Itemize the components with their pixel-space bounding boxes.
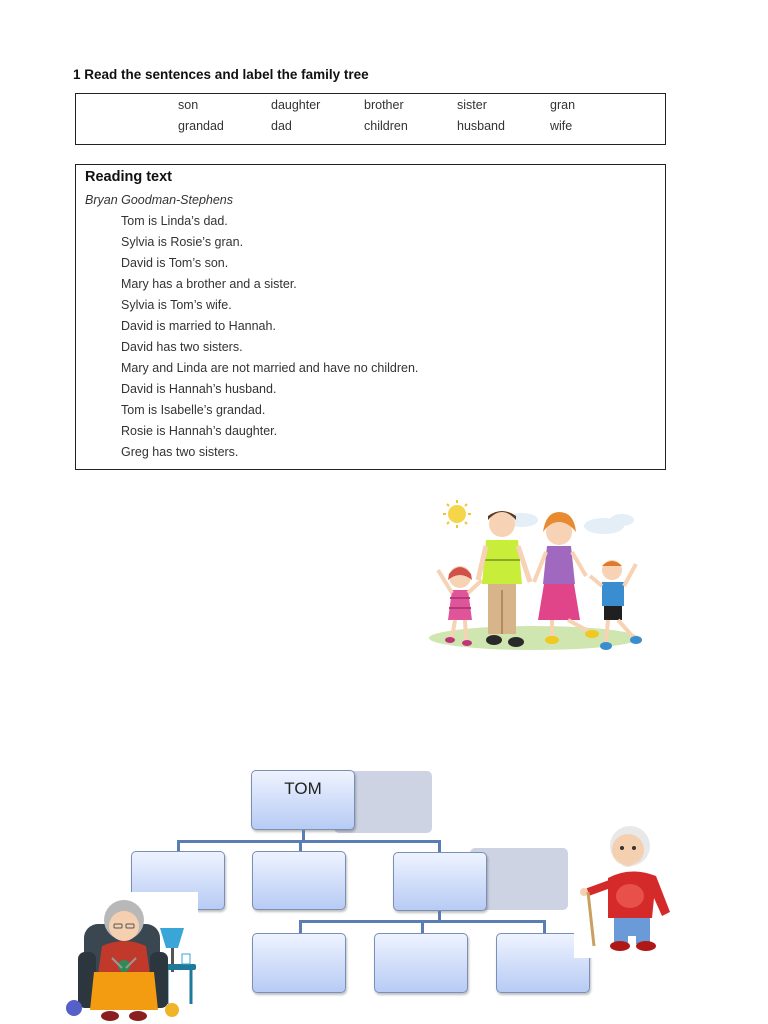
tree-node-label: TOM (284, 779, 322, 798)
tree-connector (177, 840, 441, 843)
word-bank-item: grandad (178, 119, 224, 133)
word-bank-item: wife (550, 119, 573, 133)
reading-text-box (75, 164, 666, 470)
word-bank (75, 93, 666, 145)
word-bank-item: husband (457, 119, 505, 133)
family-illustration (422, 498, 646, 658)
word-bank-item: sister (457, 98, 487, 112)
tree-node-grandchild-1[interactable] (252, 933, 346, 993)
word-bank-item: daughter (271, 98, 321, 112)
tree-node-child-2[interactable] (252, 851, 346, 910)
grandfather-illustration (574, 818, 686, 958)
tree-connector (543, 920, 546, 934)
word-bank-item: gran (550, 98, 576, 112)
reading-sentence: Greg has two sisters. (121, 445, 239, 459)
grandmother-illustration (64, 892, 198, 1022)
reading-sentence: David has two sisters. (121, 340, 243, 354)
word-bank-item: dad (271, 119, 292, 133)
reading-sentence: David is married to Hannah. (121, 319, 276, 333)
tree-node-child-3[interactable] (393, 852, 487, 911)
reading-sentence: David is Tom’s son. (121, 256, 229, 270)
reading-sentence: Mary and Linda are not married and have no children. (121, 361, 419, 375)
reading-sentence: Tom is Isabelle’s grandad. (121, 403, 266, 417)
reading-sentence: Rosie is Hannah’s daughter. (121, 424, 278, 438)
word-bank-item: brother (364, 98, 404, 112)
word-bank-item: children (364, 119, 408, 133)
reading-sentence: Tom is Linda’s dad. (121, 214, 228, 228)
reading-sentence: Sylvia is Rosie’s gran. (121, 235, 244, 249)
tree-node-grandchild-2[interactable] (374, 933, 468, 993)
reading-sentence: David is Hannah’s husband. (121, 382, 277, 396)
tree-node-root[interactable] (251, 770, 355, 830)
tree-connector (421, 920, 424, 934)
reading-author: Bryan Goodman-Stephens (85, 193, 234, 207)
reading-sentence: Sylvia is Tom’s wife. (121, 298, 232, 312)
reading-title: Reading text (85, 169, 173, 185)
word-bank-item: son (178, 98, 199, 112)
exercise-heading: 1 Read the sentences and label the family tree (73, 67, 369, 82)
tree-connector (299, 920, 302, 934)
reading-sentence: Mary has a brother and a sister. (121, 277, 297, 291)
